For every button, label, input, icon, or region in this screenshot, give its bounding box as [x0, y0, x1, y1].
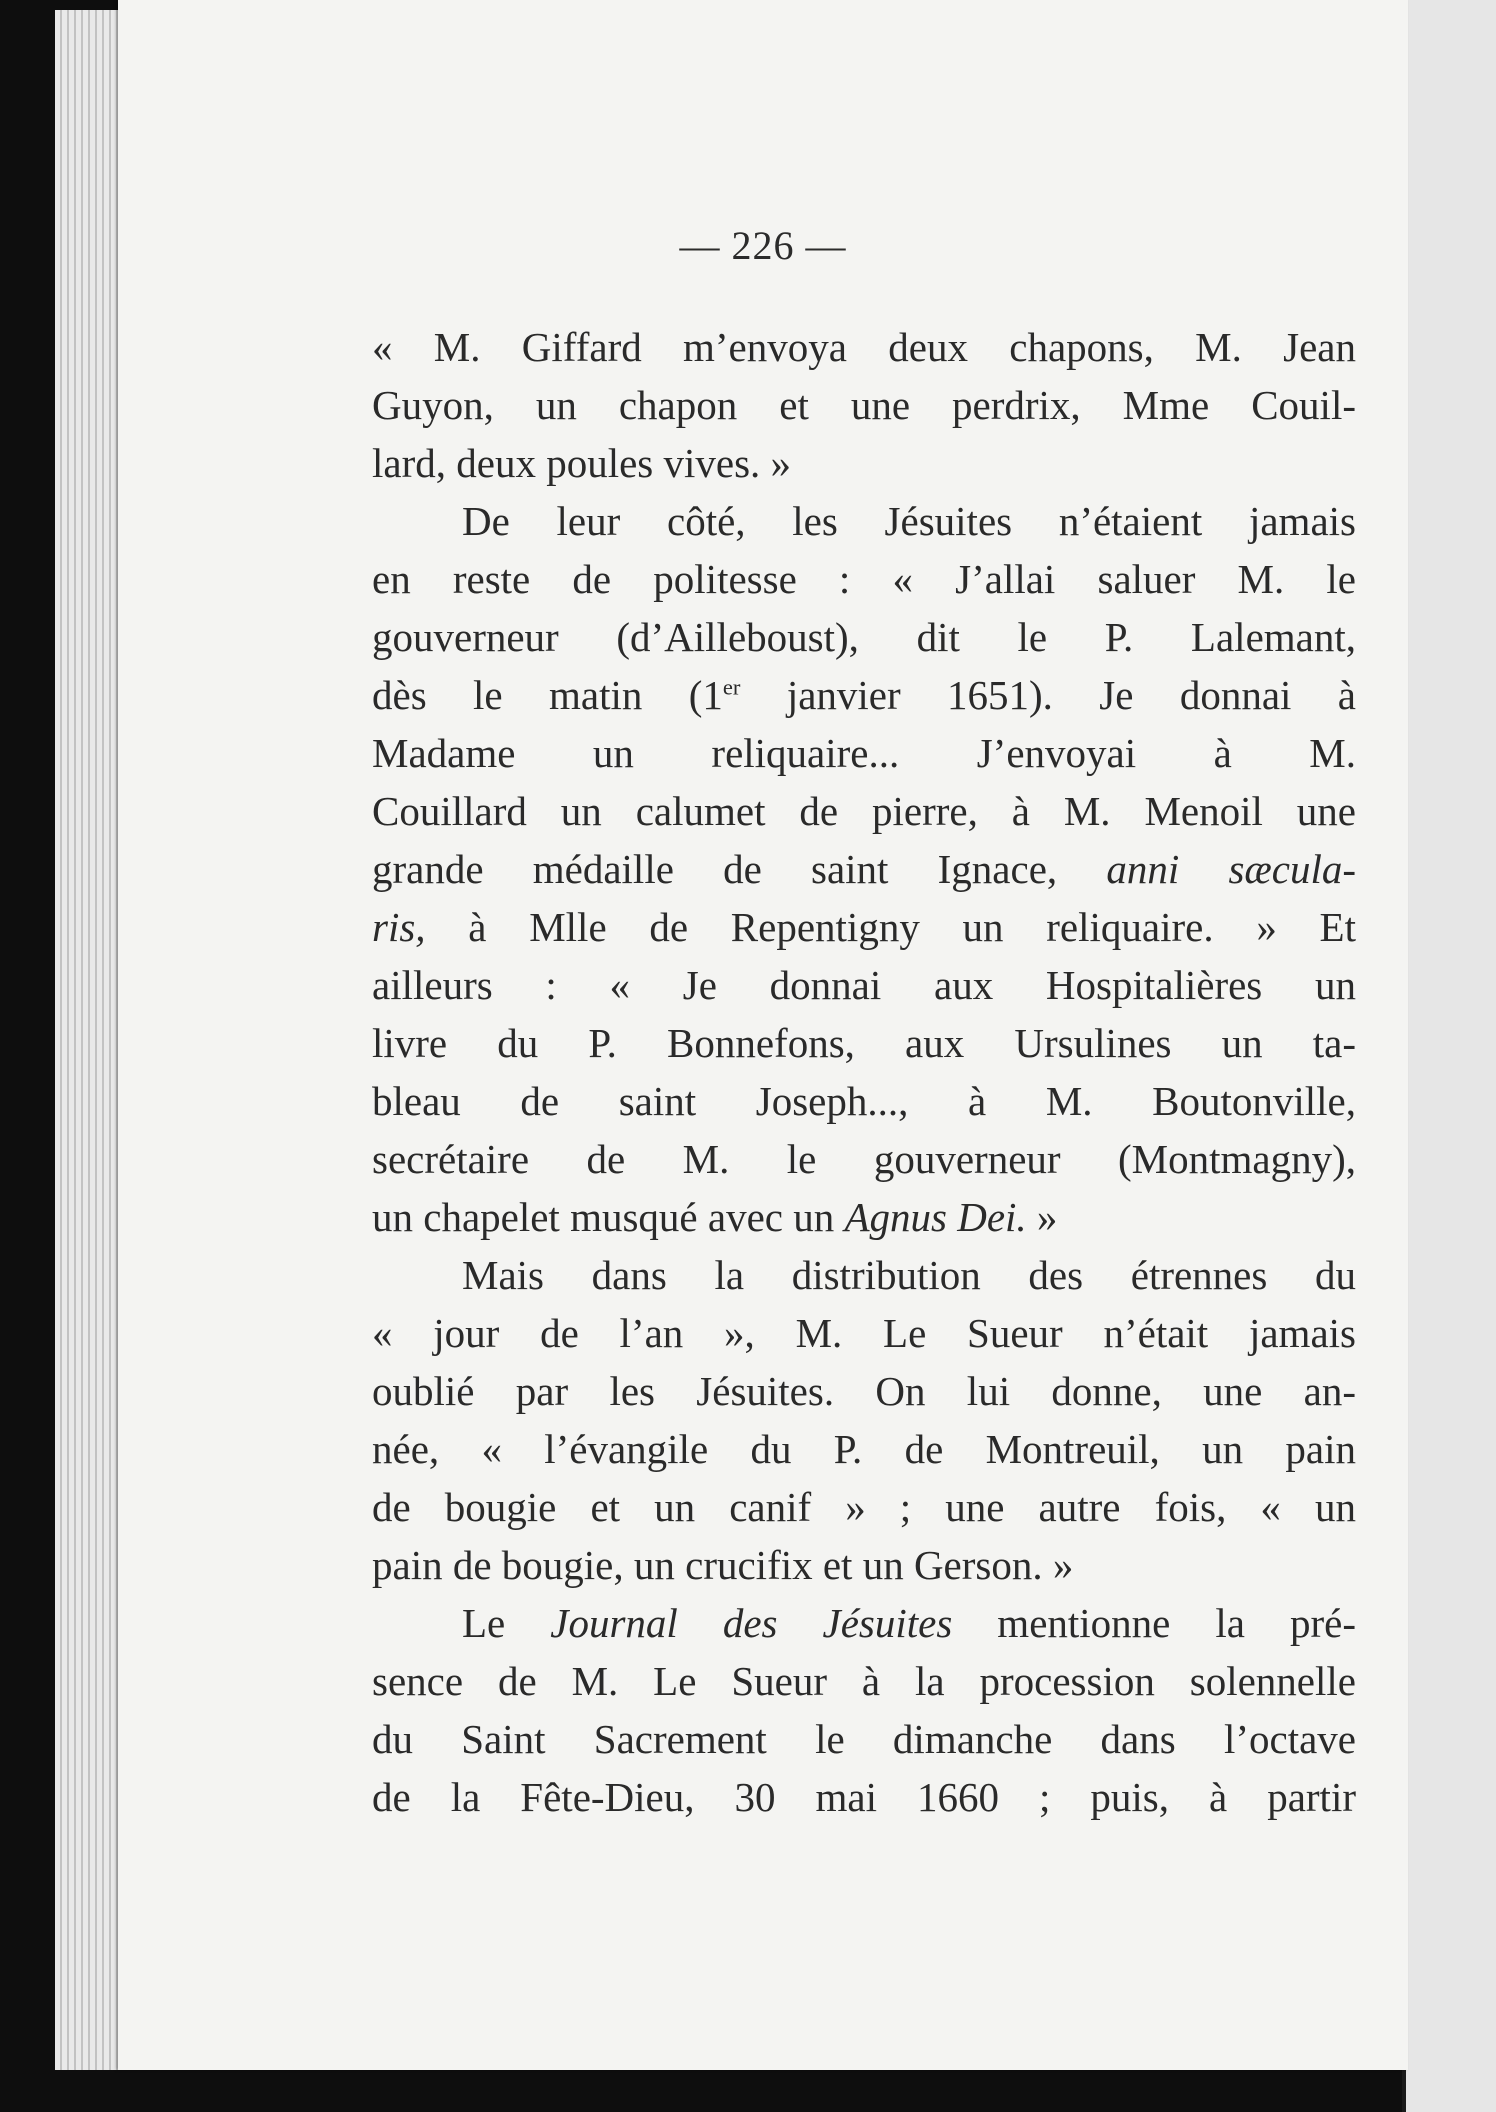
- text-span: un chapelet musqué avec un: [372, 1194, 845, 1240]
- facing-page-edge: [1402, 0, 1496, 2112]
- text-line: [372, 318, 1356, 376]
- text-line: [372, 1188, 1356, 1246]
- text-span: Guyon, un chapon et une perdrix, Mme Couil-: [372, 382, 1356, 428]
- text-span: Couillard un calumet de pierre, à M. Menoil une: [372, 788, 1356, 834]
- text-line: [372, 1710, 1356, 1768]
- text-line: [372, 840, 1356, 898]
- text-line: [372, 550, 1356, 608]
- text-span: à Mlle de Repentigny un reliquaire. » Et: [425, 904, 1356, 950]
- text-line: [372, 1594, 1356, 1652]
- text-line: [372, 1362, 1356, 1420]
- text-span: De leur côté, les Jésuites n’étaient jamais: [462, 498, 1356, 544]
- text-span: Le: [462, 1600, 551, 1646]
- page-number: — 226 —: [679, 223, 847, 268]
- text-span: livre du P. Bonnefons, aux Ursulines un ta-: [372, 1020, 1356, 1066]
- text-span: pain de bougie, un crucifix et un Gerson. »: [372, 1542, 1074, 1588]
- superscript: er: [722, 674, 741, 700]
- italic-text: Journal des Jésuites: [550, 1600, 953, 1646]
- text-line: [372, 1072, 1356, 1130]
- text-line: [372, 1304, 1356, 1362]
- text-span: janvier 1651). Je donnai à: [740, 672, 1356, 718]
- text-span: lard, deux poules vives. »: [372, 440, 792, 486]
- text-span: Mais dans la distribution des étrennes du: [462, 1252, 1356, 1298]
- text-span: sence de M. Le Sueur à la procession solennelle: [372, 1658, 1356, 1704]
- text-line: [372, 1130, 1356, 1188]
- text-line: [372, 376, 1356, 434]
- text-span: secrétaire de M. le gouverneur (Montmagny),: [372, 1136, 1356, 1182]
- text-line: [372, 1420, 1356, 1478]
- text-span: « M. Giffard m’envoya deux chapons, M. Jean: [372, 324, 1356, 370]
- text-span: »: [1026, 1194, 1058, 1240]
- text-line: [372, 1246, 1356, 1304]
- text-line: [372, 724, 1356, 782]
- text-line: [372, 666, 1356, 724]
- text-line: [372, 492, 1356, 550]
- text-span: en reste de politesse : « J’allai saluer M. le: [372, 556, 1356, 602]
- italic-text: Agnus Dei.: [844, 1194, 1027, 1240]
- text-line: [372, 956, 1356, 1014]
- body-text: [372, 318, 1356, 1826]
- text-span: bleau de saint Joseph..., à M. Boutonville,: [372, 1078, 1356, 1124]
- text-span: de la Fête-Dieu, 30 mai 1660 ; puis, à partir: [372, 1774, 1356, 1820]
- text-line: [372, 1536, 1356, 1594]
- text-line: [372, 1768, 1356, 1826]
- italic-text: anni sæcula-: [1106, 846, 1356, 892]
- italic-text: ris,: [372, 904, 426, 950]
- text-line: [372, 434, 1356, 492]
- text-span: née, « l’évangile du P. de Montreuil, un pain: [372, 1426, 1356, 1472]
- text-span: mentionne la pré-: [952, 1600, 1356, 1646]
- text-span: oublié par les Jésuites. On lui donne, une an-: [372, 1368, 1356, 1414]
- text-line: [372, 1478, 1356, 1536]
- text-span: de bougie et un canif » ; une autre fois, « un: [372, 1484, 1356, 1530]
- book-page: [118, 0, 1408, 2070]
- text-span: Madame un reliquaire... J’envoyai à M.: [372, 730, 1356, 776]
- text-line: [372, 608, 1356, 666]
- text-span: dès le matin (1: [372, 672, 723, 718]
- text-span: du Saint Sacrement le dimanche dans l’octave: [372, 1716, 1356, 1762]
- text-span: grande médaille de saint Ignace,: [372, 846, 1107, 892]
- text-line: [372, 1652, 1356, 1710]
- text-line: [372, 1014, 1356, 1072]
- text-line: [372, 782, 1356, 840]
- text-span: ailleurs : « Je donnai aux Hospitalières un: [372, 962, 1356, 1008]
- text-line: [372, 898, 1356, 956]
- text-span: gouverneur (d’Ailleboust), dit le P. Lalemant,: [372, 614, 1356, 660]
- text-span: « jour de l’an », M. Le Sueur n’était jamais: [372, 1310, 1356, 1356]
